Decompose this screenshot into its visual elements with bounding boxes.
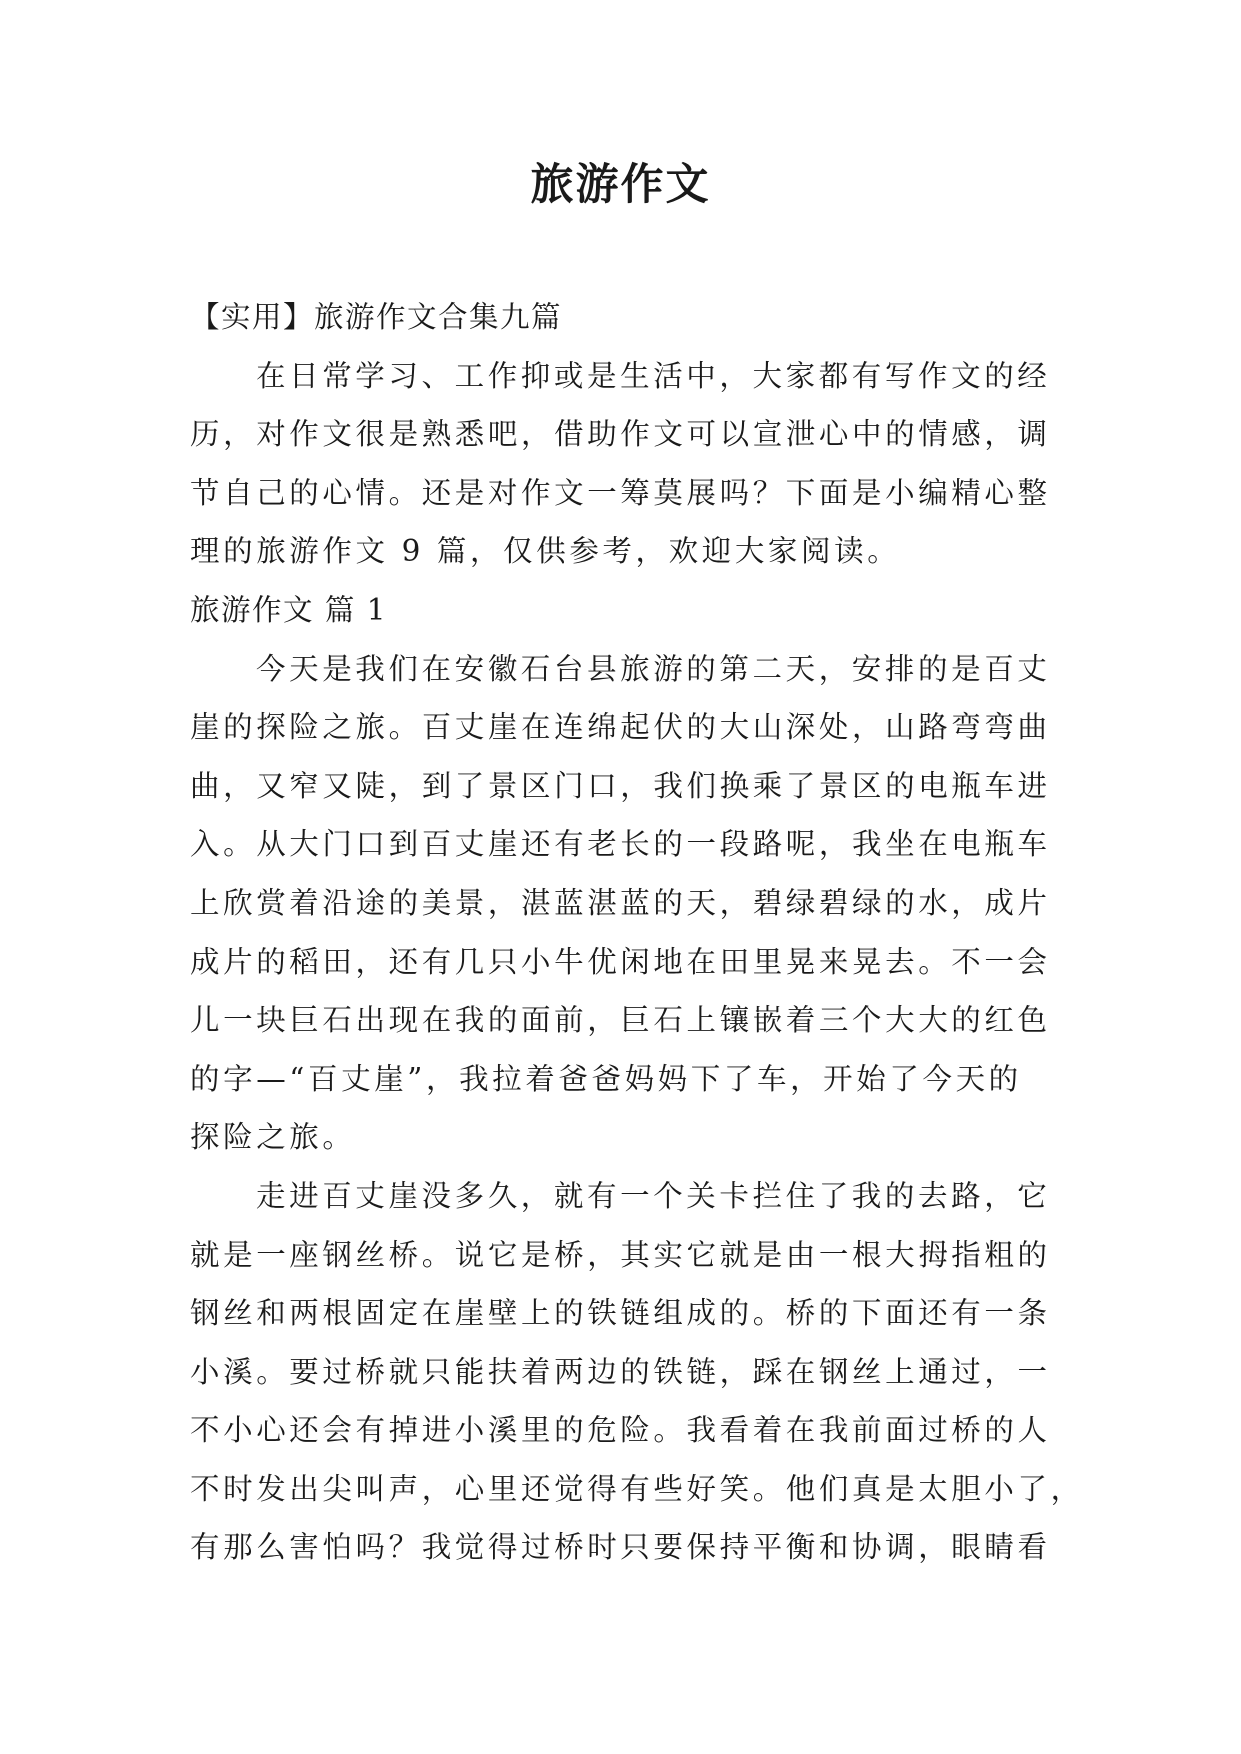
collection-subtitle: 【实用】旅游作文合集九篇 [190, 300, 563, 334]
document-title: 旅游作文 [530, 160, 711, 210]
paragraph-line: 就是一座钢丝桥。说它是桥，其实它就是由一根大拇指粗的 [190, 1237, 1051, 1272]
paragraph-line: 不小心还会有掉进小溪里的危险。我看着在我前面过桥的人 [190, 1413, 1051, 1448]
paragraph-line: 不时发出尖叫声，心里还觉得有些好笑。他们真是太胆小了， [190, 1471, 1084, 1506]
intro-paragraph [190, 347, 1052, 581]
paragraph-line: 历，对作文很是熟悉吧，借助作文可以宣泄心中的情感，调 [190, 417, 1051, 452]
paragraph-line: 今天是我们在安徽石台县旅游的第二天，安排的是百丈 [256, 651, 1051, 686]
paragraph-line: 曲，又窄又陡，到了景区门口，我们换乘了景区的电瓶车进 [190, 768, 1051, 803]
paragraph-line: 钢丝和两根固定在崖壁上的铁链组成的。桥的下面还有一条 [190, 1296, 1051, 1331]
paragraph-line: 入。从大门口到百丈崖还有老长的一段路呢，我坐在电瓶车 [190, 827, 1051, 862]
paragraph-line: 崖的探险之旅。百丈崖在连绵起伏的大山深处，山路弯弯曲 [190, 710, 1051, 745]
paragraph-line: 探险之旅。 [190, 1120, 356, 1155]
paragraph-line: 理的旅游作文 9 篇，仅供参考，欢迎大家阅读。 [190, 534, 901, 569]
paragraph-line: 走进百丈崖没多久，就有一个关卡拦住了我的去路，它 [256, 1178, 1051, 1213]
paragraph-line: 成片的稻田，还有几只小牛优闲地在田里晃来晃去。不一会 [190, 944, 1051, 979]
paragraph-line: 在日常学习、工作抑或是生活中，大家都有写作文的经 [256, 358, 1051, 393]
paragraph-line: 小溪。要过桥就只能扶着两边的铁链，踩在钢丝上通过，一 [190, 1354, 1051, 1389]
document-body [190, 288, 1084, 1577]
paragraph-line: 上欣赏着沿途的美景，湛蓝湛蓝的天，碧绿碧绿的水，成片 [190, 885, 1051, 920]
paragraph-line: 有那么害怕吗？我觉得过桥时只要保持平衡和协调，眼睛看 [190, 1530, 1051, 1565]
section-heading: 旅游作文 篇 1 [190, 592, 388, 627]
paragraph-line: 儿一块巨石出现在我的面前，巨石上镶嵌着三个大大的红色 [190, 1003, 1051, 1038]
paragraph-line: 的字—“百丈崖”，我拉着爸爸妈妈下了车，开始了今天的 [190, 1061, 1022, 1096]
body-paragraph-2 [190, 1167, 1084, 1577]
paragraph-line: 节自己的心情。还是对作文一筹莫展吗？下面是小编精心整 [190, 475, 1051, 510]
body-paragraph-1 [190, 640, 1052, 1167]
